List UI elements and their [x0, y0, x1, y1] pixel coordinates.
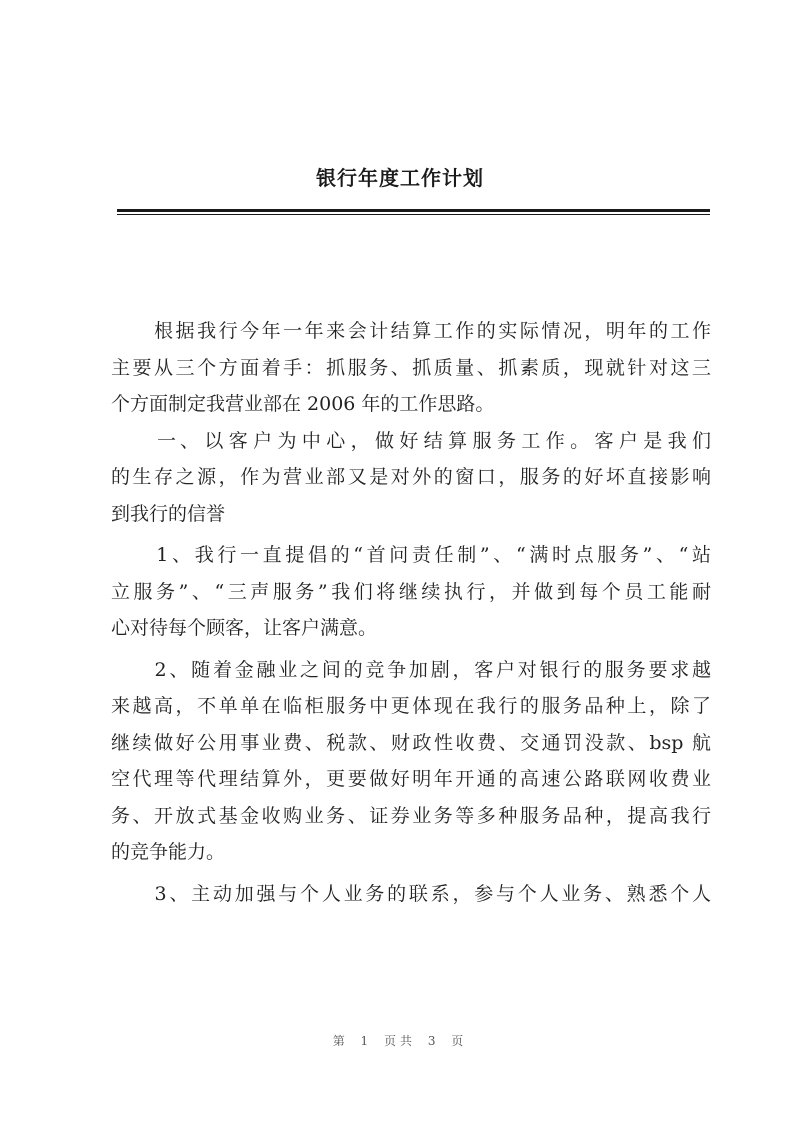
- body-line: 空代理等代理结算外，更要做好明年开通的高速公路联网收费业: [111, 768, 711, 790]
- section-heading-text: 以客户为中心，做好结算服务工作。客户是我们: [199, 429, 711, 452]
- body-line: 的竞争能力。: [111, 841, 226, 863]
- body-line: 个方面制定我营业部在 2006 年的工作思路。: [111, 393, 495, 415]
- body-line: 的生存之源，作为营业部又是对外的窗口，服务的好坏直接影响: [111, 466, 711, 488]
- body-line: 务、开放式基金收购业务、证券业务等多种服务品种，提高我行: [111, 804, 711, 827]
- body-line: 心对待每个顾客，让客户满意。: [111, 617, 378, 639]
- body-line: 主要从三个方面着手：抓服务、抓质量、抓素质，现就针对这三: [111, 356, 711, 379]
- body-line: 继续做好公用事业费、税款、财政性收费、交通罚没款、bsp 航: [111, 731, 711, 754]
- body-line: 立服务”、“三声服务”我们将继续执行，并做到每个员工能耐: [111, 580, 711, 603]
- document-title: 银行年度工作计划: [316, 166, 484, 190]
- body-line: 2、随着金融业之间的竞争加剧，客户对银行的服务要求越: [111, 658, 711, 681]
- document-body: [111, 313, 711, 912]
- section-number: 一、: [111, 429, 199, 452]
- page-footer: 第 1 页共 3 页: [332, 1034, 468, 1048]
- title-rule-thick: [117, 209, 710, 212]
- body-line: 根据我行今年一年来会计结算工作的实际情况，明年的工作: [111, 320, 711, 342]
- section-heading-line: [111, 423, 711, 460]
- body-line: 1、我行一直提倡的“首问责任制”、“满时点服务”、“站: [111, 544, 711, 566]
- body-line: 3、主动加强与个人业务的联系，参与个人业务、熟悉个人: [111, 882, 711, 905]
- title-rule-thin: [117, 214, 710, 215]
- body-line: 来越高，不单单在临柜服务中更体现在我行的服务品种上，除了: [111, 695, 711, 717]
- body-line: 到我行的信誉: [111, 502, 226, 525]
